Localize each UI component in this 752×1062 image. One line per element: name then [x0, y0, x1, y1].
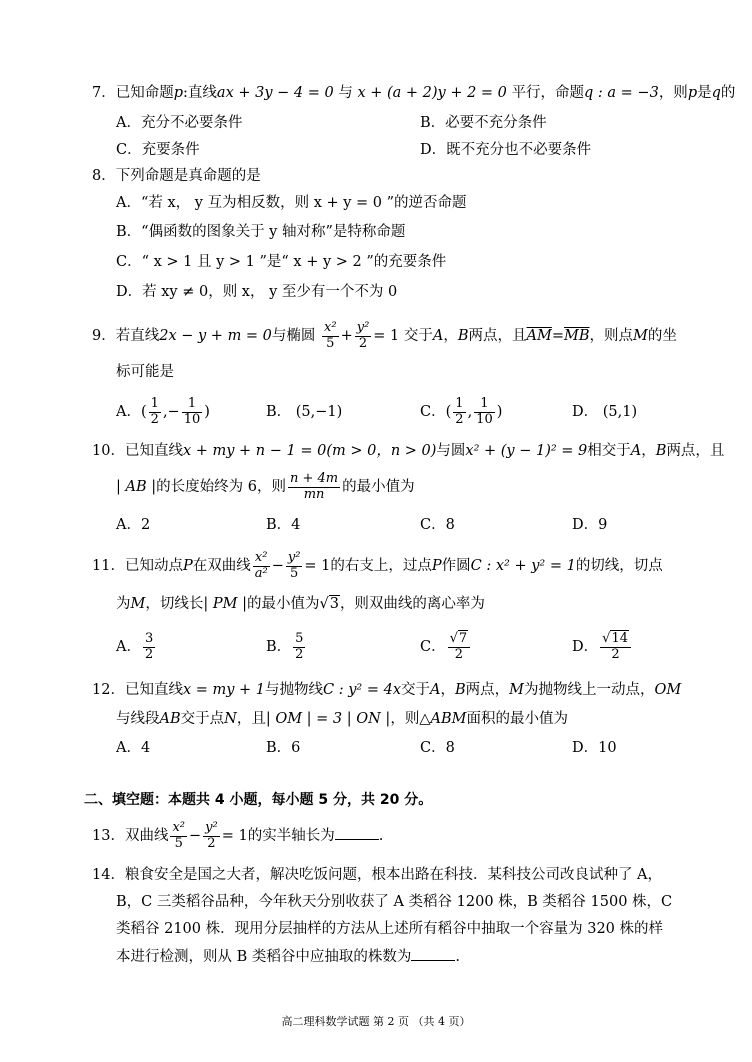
q7-option-b: B．必要不充分条件 — [420, 115, 547, 131]
q12-option-a: A．4 — [116, 740, 151, 756]
q12-option-b: B．6 — [266, 740, 301, 756]
question-9-stem: 9．若直线2x − y + m = 0与椭圆 $\frac{\text{x²}}{5}$ + $\frac{\text{y²}}{2}$ = 1 交于A，B两点，且$\overline{AM}=\overline{MB}$，则点M的坐 — [92, 319, 677, 351]
q8-option-b: B．“偶函数的图象关于 y 轴对称”是特称命题 — [116, 224, 406, 240]
q13-answer-blank[interactable] — [335, 825, 379, 840]
q14-answer-blank[interactable] — [411, 946, 455, 961]
q10-option-b: B．4 — [266, 517, 301, 533]
question-14-line3: 类稻谷 2100 株．现用分层抽样的方法从上述所有稻谷中抽取一个容量为 320 株的样 — [116, 921, 664, 937]
question-13-stem: 13．双曲线 $\frac{\text{x²}}{5}$ − $\frac{\text{y²}}{2}$ = 1的实半轴长为 . — [92, 819, 384, 851]
question-12-stem: 12．已知直线x = my + 1与抛物线C : y² = 4x交于A，B两点，M为抛物线上一动点，OM — [92, 682, 682, 698]
section-2-heading: 二、填空题：本题共 4 小题，每小题 5 分，共 20 分。 — [84, 792, 433, 808]
q11-option-b: B． $\frac{5}{2}$ — [266, 630, 304, 662]
q7-option-c: C．充要条件 — [116, 142, 200, 158]
q8-option-c: C．“ x > 1 且 y > 1 ”是“ x + y > 2 ”的充要条件 — [116, 254, 447, 270]
q11-option-a: A． $\frac{3}{2}$ — [116, 630, 154, 662]
q10-option-d: D．9 — [572, 517, 608, 533]
question-10-stem: 10．已知直线x + my + n − 1 = 0(m > 0，n > 0)与圆x² + (y − 1)² = 9相交于A，B两点，且 — [92, 443, 725, 459]
question-14-line1: 14．粮食安全是国之大者，解决吃饭问题，根本出路在科技．某科技公司改良试种了 A， — [92, 867, 663, 883]
question-12-stem-line2: 与线段AB交于点N，且| OM | = 3 | ON |，则△ABM面积的最小值为 — [116, 711, 568, 727]
question-11-stem: 11．已知动点P在双曲线 $\frac{\text{x²}}{\text{a²}}$ − $\frac{\text{y²}}{5}$ = 1的右支上，过点P作圆C : x² + y² = 1的切线，切点 — [92, 549, 663, 581]
q9-fraction-y: $\frac{\text{y²}}{2}$ — [356, 319, 370, 351]
question-14-line4: 本进行检测，则从 B 类稻谷中应抽取的株数为 . — [116, 946, 460, 967]
question-8-stem: 8．下列命题是真命题的是 — [92, 168, 261, 184]
q8-option-a: A．“若 x， y 互为相反数，则 x + y = 0 ”的逆否命题 — [116, 195, 467, 211]
q11-option-c: C． $\frac{√7}{2}$ — [420, 627, 472, 667]
page-footer: 高二理科数学试题 第 2 页 （共 4 页） — [281, 1015, 471, 1028]
q12-option-c: C．8 — [420, 740, 455, 756]
q10-option-c: C．8 — [420, 517, 455, 533]
q7-option-a: A．充分不必要条件 — [116, 115, 243, 131]
q10-option-a: A．2 — [116, 517, 151, 533]
question-7-stem: 7．已知命题p:直线ax + 3y − 4 = 0 与 x + (a + 2)y + 2 = 0 平行，命题q : a = −3，则p是q的 — [92, 85, 736, 101]
q9-option-b: B． (5,−1) — [266, 404, 343, 420]
q9-fraction-x: $\frac{\text{x²}}{5}$ — [324, 319, 337, 351]
q9-option-a: A．( $\frac{1}{2}$ ,− $\frac{1}{10}$ ) — [116, 395, 210, 427]
q12-option-d: D．10 — [572, 740, 617, 756]
q9-option-d: D． (5,1) — [572, 404, 638, 420]
question-14-line2: B，C 三类稻谷品种，今年秋天分别收获了 A 类稻谷 1200 株，B 类稻谷 1500 株，C — [116, 894, 673, 910]
question-9-stem-line2: 标可能是 — [116, 364, 174, 380]
q9-option-c: C．( $\frac{1}{2}$ , $\frac{1}{10}$ ) — [420, 395, 503, 427]
q7-option-d: D．既不充分也不必要条件 — [420, 142, 592, 158]
question-11-stem-line2: 为M，切线长| PM |的最小值为√3，则双曲线的离心率为 — [116, 596, 485, 612]
q8-option-d: D．若 xy ≠ 0，则 x， y 至少有一个不为 0 — [116, 284, 398, 300]
q11-option-d: D． $\frac{√14}{2}$ — [572, 627, 633, 667]
question-10-stem-line2: | AB |的长度始终为 6，则 $\frac{n + 4m}{mn}$ 的最小值为 — [116, 470, 415, 502]
